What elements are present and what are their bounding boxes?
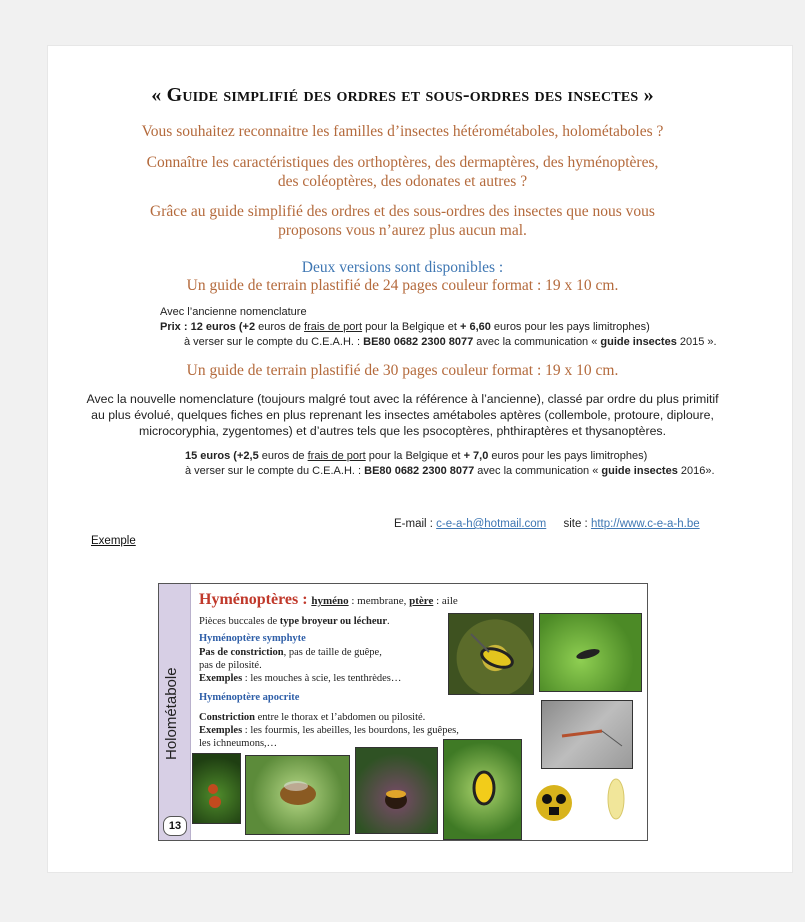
intro-line-3a: Grâce au guide simplifié des ordres et des sous-ordres des insectes que nous vous xyxy=(150,203,655,220)
account-number: BE80 0682 2300 8077 xyxy=(364,465,475,477)
intro-line-3b: proposons vous n’aurez plus aucun mal. xyxy=(278,222,527,239)
sawfly-photo xyxy=(448,613,534,695)
card-apocrite-desc: Constriction entre le thorax et l’abdomen ou pilosité. xyxy=(199,712,426,723)
version1-payment-line: à verser sur le compte du C.E.A.H. : BE80 0682 2300 8077 avec la communication « guide insectes 2015 ». xyxy=(184,336,717,348)
price-label: Prix : xyxy=(160,321,191,333)
version2-payment-line: à verser sur le compte du C.E.A.H. : BE80 0682 2300 8077 avec la communication « guide insectes 2016». xyxy=(185,465,715,477)
insect-icon xyxy=(540,614,641,691)
intro-line-1: Vous souhaitez reconnaitre les familles d’insectes hétérométaboles, holométaboles ? xyxy=(141,123,664,140)
card-sidebar xyxy=(159,584,191,840)
card-apocrite-examples: Exemples : les fourmis, les abeilles, les bourdons, les guêpes, xyxy=(199,725,459,736)
contact-line: E-mail : c-e-a-h@hotmail.com site : http://www.c-e-a-h.be xyxy=(394,518,700,530)
wasp-head-icon xyxy=(525,777,584,832)
price-value: 15 euros xyxy=(185,450,231,462)
price-value: 12 euros xyxy=(190,321,236,333)
ant-icon xyxy=(193,754,240,823)
shipping-link: frais de port xyxy=(304,321,363,333)
card-symphyte-desc-2: pas de pilosité. xyxy=(199,660,262,671)
version2-desc-1: Avec la nouvelle nomenclature (toujours malgré tout avec la référence à l’ancienne), classé par ordre du plus primitif xyxy=(86,392,719,406)
card-symphyte-examples: Exemples : les mouches à scie, les tenthrèdes… xyxy=(199,673,402,684)
ichneumon-icon xyxy=(542,701,632,768)
wasp-icon xyxy=(449,614,533,694)
version2-desc-2: au plus évolué, quelques fiches en plus reprenant les insectes amétaboles aptères (collembole, protoure, diploure, xyxy=(91,408,714,422)
version1-title: Un guide de terrain plastifié de 24 pages couleur format : 19 x 10 cm. xyxy=(186,277,619,294)
version1-price-line: Prix : 12 euros (+2 euros de frais de port pour la Belgique et + 6,60 euros pour les pays limitrophes) xyxy=(160,321,650,333)
ichneumon-photo xyxy=(541,700,633,769)
ant-photo xyxy=(192,753,241,824)
card-symphyte-desc: Pas de constriction, pas de taille de guêpe, xyxy=(199,647,382,658)
exemple-label: Exemple xyxy=(91,535,136,547)
wasp-head-photo xyxy=(525,777,584,832)
intro-line-2b: des coléoptères, des odonates et autres ? xyxy=(277,173,528,190)
card-mouthparts: Pièces buccales de type broyeur ou lécheur. xyxy=(199,616,390,627)
card-heading: Hyménoptères : hyméno : membrane, ptère : aile xyxy=(199,591,458,608)
account-number: BE80 0682 2300 8077 xyxy=(363,336,474,348)
bumblebee-icon xyxy=(356,748,437,833)
card-sub-apocrite: Hyménoptère apocrite xyxy=(199,692,300,703)
bee-icon xyxy=(246,756,349,834)
sample-card xyxy=(158,583,648,841)
version2-price-line: 15 euros (+2,5 euros de frais de port pour la Belgique et + 7,0 euros pour les pays limitrophes) xyxy=(185,450,648,462)
wasp-photo xyxy=(443,739,522,840)
version1-nomenclature: Avec l’ancienne nomenclature xyxy=(160,306,307,318)
version2-desc-3: microcoryphia, zygentomes) et d’autres tels que les psocoptères, phthiraptères et thysanoptères. xyxy=(139,424,666,438)
card-side-label: Holométabole xyxy=(163,667,180,760)
wasp-icon xyxy=(444,740,521,839)
versions-heading: Deux versions sont disponibles : xyxy=(301,259,504,276)
version2-title: Un guide de terrain plastifié de 30 pages couleur format : 19 x 10 cm. xyxy=(186,362,619,379)
larva-photo xyxy=(605,777,627,822)
page-title: « Guide simplifié des ordres et sous-ordres des insectes » xyxy=(151,84,654,106)
bee-photo xyxy=(245,755,350,835)
larva-icon xyxy=(605,777,627,822)
shipping-link: frais de port xyxy=(307,450,366,462)
card-sub-symphyte: Hyménoptère symphyte xyxy=(199,633,306,644)
card-page-number: 13 xyxy=(163,816,187,836)
website-link[interactable]: http://www.c-e-a-h.be xyxy=(590,518,700,530)
card-apocrite-examples-2: les ichneumons,… xyxy=(199,738,278,749)
intro-line-2a: Connaître les caractéristiques des orthoptères, des dermaptères, des hyménoptères, xyxy=(146,154,659,171)
email-link[interactable]: c-e-a-h@hotmail.com xyxy=(436,518,547,530)
bumblebee-photo xyxy=(355,747,438,834)
symphyte-photo xyxy=(539,613,642,692)
